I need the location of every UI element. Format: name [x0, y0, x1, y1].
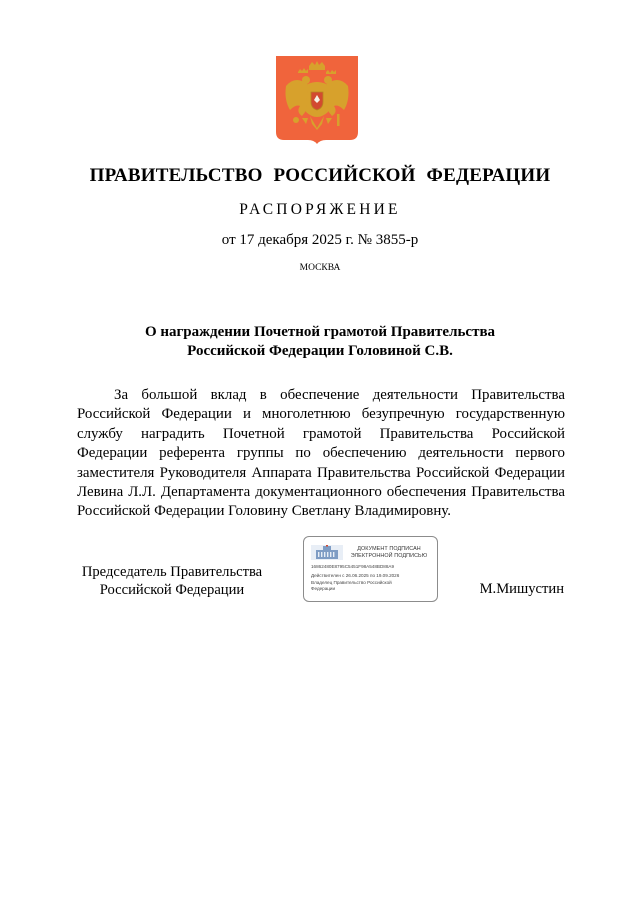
certificate-owner	[311, 580, 411, 591]
stamp-heading-line-1: ДОКУМЕНТ ПОДПИСАН	[357, 546, 421, 552]
government-title: ПРАВИТЕЛЬСТВО РОССИЙСКОЙ ФЕДЕРАЦИИ	[89, 165, 551, 186]
signer-name: М.Мишустин	[479, 581, 564, 597]
signer-title-line-2: Российской Федерации	[99, 582, 245, 598]
document-type: РАСПОРЯЖЕНИЕ	[239, 201, 401, 218]
stamp-heading	[344, 546, 434, 560]
document-date-line	[0, 232, 640, 249]
city: МОСКВА	[299, 263, 341, 273]
subject-line-1: О награждении Почетной грамотой Правительства	[144, 324, 496, 340]
certificate-owner-line-2: Федерации	[311, 585, 336, 591]
number-sign: №	[357, 232, 372, 248]
subject-line-2: Российской Федерации Головиной С.В.	[187, 343, 453, 359]
certificate-owner-line-1: Владелец Правительство Российской	[311, 580, 392, 585]
date-prefix: от	[221, 232, 236, 248]
document-number: 3855-р	[375, 232, 419, 248]
electronic-signature-stamp	[303, 536, 438, 602]
stamp-heading-line-2: ЭЛЕКТРОННОЙ ПОДПИСЬЮ	[350, 552, 428, 559]
body-paragraph: За большой вклад в обеспечение деятельности Правительства Российской Федерации и многолетнюю безупречную государственную службу наградить Почетной грамотой Правительства Российской Федерации референта группы по обеспечению деятельности первого заместителя Руководителя Аппарата Правительства Российской Федерации Левина Л.Л. Департамента документационного обеспечения Правительства Российской Федерации Головину Светлану Владимировну.	[77, 387, 565, 520]
government-building-icon	[311, 545, 343, 560]
signer-title-line-1: Председатель Правительства	[81, 564, 263, 580]
certificate-validity: Действителен с 26.06.2025 по 19.09.2026	[311, 573, 400, 578]
russian-coat-of-arms-emblem	[276, 56, 358, 144]
signer-title	[77, 563, 267, 599]
certificate-number: 16862480E8795C5451F98A548BD88A9	[311, 564, 395, 569]
date-value: 17 декабря 2025 г.	[239, 232, 354, 248]
document-subject	[90, 323, 550, 361]
